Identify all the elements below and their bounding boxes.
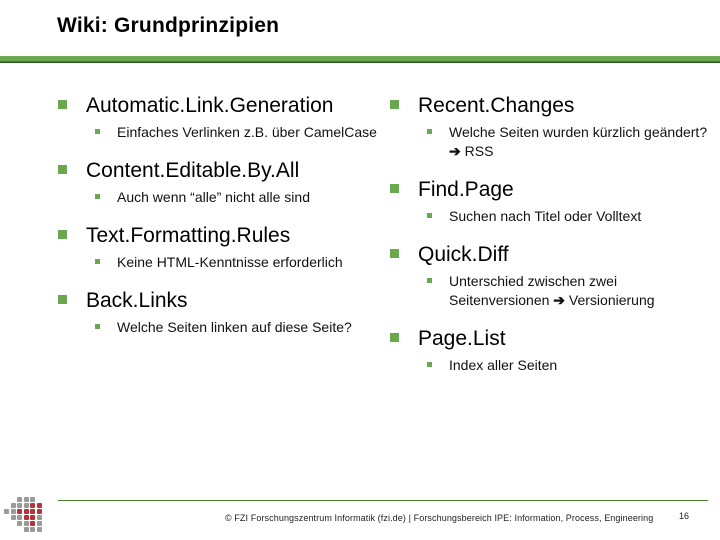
bullet-item — [390, 93, 710, 161]
title-divider-shadow — [0, 62, 720, 63]
bullet-icon — [58, 295, 67, 304]
bullet-heading: Page.List — [418, 327, 506, 350]
logo-dot — [30, 527, 35, 532]
logo-dot — [37, 509, 42, 514]
logo-dot — [24, 497, 29, 502]
sub-bullet-icon — [427, 362, 432, 367]
logo-dot — [24, 521, 29, 526]
arrow-right-icon: ➔ — [449, 143, 461, 159]
bullet-icon — [390, 100, 399, 109]
logo-dot — [37, 503, 42, 508]
logo-dot — [24, 527, 29, 532]
bullet-item — [390, 242, 710, 310]
logo-dot — [11, 515, 16, 520]
footer-divider — [58, 500, 708, 501]
sub-bullet-icon — [95, 129, 100, 134]
bullet-icon — [390, 333, 399, 342]
sub-bullet-icon — [427, 213, 432, 218]
bullet-icon — [390, 184, 399, 193]
logo-dot — [4, 509, 9, 514]
bullet-item — [390, 177, 710, 226]
bullet-heading: Automatic.Link.Generation — [86, 94, 334, 117]
logo-dot — [37, 515, 42, 520]
logo-dot — [24, 503, 29, 508]
bullet-icon — [390, 249, 399, 258]
bullet-subtext: Index aller Seiten — [449, 357, 558, 373]
bullet-item — [58, 158, 378, 207]
bullet-item — [58, 223, 378, 272]
slide-title: Wiki: Grundprinzipien — [57, 14, 280, 37]
bullet-subtext: Keine HTML-Kenntnisse erforderlich — [117, 254, 343, 270]
bullet-heading: Back.Links — [86, 289, 188, 312]
logo-dot — [17, 515, 22, 520]
bullet-icon — [58, 230, 67, 239]
logo-dot — [30, 509, 35, 514]
logo-dot — [30, 521, 35, 526]
bullet-subtext: Einfaches Verlinken z.B. über CamelCase — [117, 124, 377, 140]
bullet-subtext-tail: RSS — [464, 143, 494, 159]
bullet-heading: Recent.Changes — [418, 94, 575, 117]
left-column — [58, 93, 378, 353]
logo-dot — [30, 497, 35, 502]
logo-dot — [17, 497, 22, 502]
sub-bullet-icon — [427, 278, 432, 283]
logo-dot — [30, 503, 35, 508]
bullet-item — [58, 93, 378, 142]
sub-bullet-icon — [427, 129, 432, 134]
logo-dot — [37, 521, 42, 526]
bullet-item — [390, 326, 710, 375]
logo-dot — [11, 503, 16, 508]
bullet-subtext: Suchen nach Titel oder Volltext — [449, 208, 642, 224]
bullet-subtext: Welche Seiten wurden kürzlich geändert? — [449, 124, 708, 140]
bullet-icon — [58, 100, 67, 109]
bullet-heading: Find.Page — [418, 178, 514, 201]
bullet-item — [58, 288, 378, 337]
logo-dot — [11, 509, 16, 514]
logo-dot — [17, 509, 22, 514]
bullet-heading: Quick.Diff — [418, 243, 509, 266]
sub-bullet-icon — [95, 259, 100, 264]
bullet-subtext: Unterschied zwischen zwei Seitenversionen — [449, 273, 618, 308]
page-number: 16 — [679, 511, 690, 521]
logo-dot — [17, 503, 22, 508]
right-column — [390, 93, 710, 391]
bullet-subtext: Auch wenn “alle” nicht alle sind — [117, 189, 310, 205]
logo-dot — [17, 521, 22, 526]
sub-bullet-icon — [95, 194, 100, 199]
logo-dot — [24, 515, 29, 520]
sub-bullet-icon — [95, 324, 100, 329]
logo-dot — [37, 527, 42, 532]
footer-copyright: © FZI Forschungszentrum Informatik (fzi.de) | Forschungsbereich IPE: Information, Process, Engineering — [225, 513, 654, 523]
logo-dot — [24, 509, 29, 514]
bullet-heading: Text.Formatting.Rules — [86, 224, 291, 247]
bullet-subtext: Welche Seiten linken auf diese Seite? — [117, 319, 352, 335]
bullet-heading: Content.Editable.By.All — [86, 159, 300, 182]
bullet-subtext-tail: Versionierung — [568, 292, 655, 308]
logo-dot — [30, 515, 35, 520]
bullet-icon — [58, 165, 67, 174]
arrow-right-icon: ➔ — [553, 292, 566, 308]
fzi-logo-icon — [4, 497, 44, 533]
